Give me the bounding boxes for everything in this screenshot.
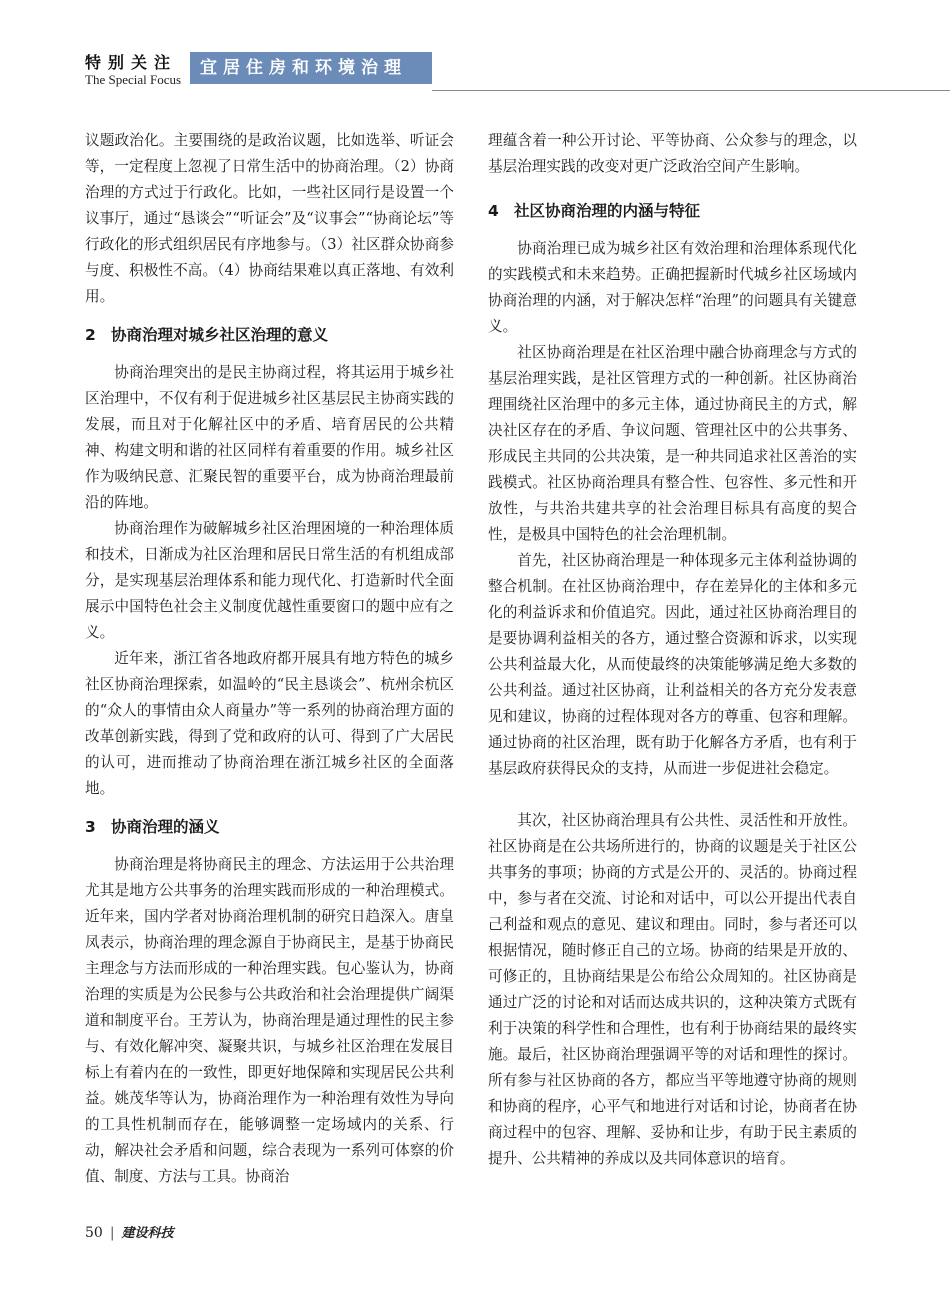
- page-number: 50: [85, 1225, 103, 1241]
- paragraph: 其次，社区协商治理具有公共性、灵活性和开放性。社区协商是在公共场所进行的，协商的议题是关于社区公共事务的事项；协商的方式是公开的、灵活的。协商过程中，参与者在交流、讨论和对话中，可以公开提出代表自己利益和观点的意见、建议和理由。同时，参与者还可以根据情况，随时修正自己的立场。协商的结果是开放的、可修正的，且协商结果是公布给公众周知的。社区协商是通过广泛的讨论和对话而达成共识的，这种决策方式既有利于决策的科学性和合理性，也有利于协商结果的最终实施。: [488, 812, 857, 1063]
- paragraph: 协商治理突出的是民主协商过程，将其运用于城乡社区治理中，不仅有利于促进城乡社区基层民主协商实践的发展，而且对于化解社区中的矛盾、培育居民的公共精神、构建文明和谐的社区同样有着重要的作用。城乡社区作为吸纳民意、汇聚民智的重要平台，成为协商治理最前沿的阵地。: [85, 364, 454, 511]
- page-header: [0, 0, 950, 100]
- paragraph: 最后，社区协商治理强调平等的对话和理性的探讨。所有参与社区协商的各方，都应当平等地遵守协商的规则和协商的程序，心平气和地进行对话和讨论，协商者在协商过程中的包容、理解、妥协和让步，有助于民主素质的提升、公共精神的养成以及共同体意识的培育。: [488, 1046, 857, 1167]
- heading-number: 4: [488, 202, 499, 220]
- section-title: 特别关注: [85, 53, 178, 72]
- section-heading-2: [85, 322, 454, 348]
- topic-banner: 宜居住房和环境治理: [190, 52, 432, 84]
- section-heading-4: [488, 198, 857, 224]
- heading-number: 2: [85, 326, 96, 344]
- section-heading-3: [85, 814, 454, 840]
- paragraph: 协商治理是将协商民主的理念、方法运用于公共治理尤其是地方公共事务的治理实践而形成的一种治理模式。近年来，国内学者对协商治理机制的研究日趋深入。唐皇凤表示，协商治理的理念源自于协商民主，是基于协商民主理念与方法而形成的一种治理实践。包心鉴认为，协商治理的实质是为公民参与公共政治和社会治理提供广阔渠道和制度平台。王芳认为，协商治理是通过理性的民主参与、有效化解冲突、凝聚共识，与城乡社区治理在发展目标上有着内在的一致性，即更好地保障和实现居民公共利益。姚茂华等认为，协商治理作为一种治理有效性为导向的工具性机制而存在，能够调整一定场域内的关系、行动，解决社会矛盾和问题，综合表现为一系列可体察的价值、制度、方法与工具。协商治: [85, 856, 454, 1185]
- left-column: [85, 128, 454, 1216]
- paragraph: 理蕴含着一种公开讨论、平等协商、公众参与的理念，以基层治理实践的改变对更广泛政治空间产生影响。: [488, 132, 857, 175]
- paragraph: 近年来，浙江省各地政府都开展具有地方特色的城乡社区协商治理探索，如温岭的“民主恳谈会”、杭州余杭区的“众人的事情由众人商量办”等一系列的协商治理方面的改革创新实践，得到了党和政府的认可、得到了广大居民的认可，进而推动了协商治理在浙江城乡社区的全面落地。: [85, 650, 454, 797]
- paragraph: 社区协商治理是在社区治理中融合协商理念与方式的基层治理实践，是社区管理方式的一种创新。社区协商治理围绕社区治理中的多元主体，通过协商民主的方式，解决社区存在的矛盾、争议问题、管理社区中的公共事务、形成民主共同的公共决策，是一种共同追求社区善治的实践模式。社区协商治理具有整合性、包容性、多元性和开放性，与共治共建共享的社会治理目标具有高度的契合性，是极具中国特色的社会治理机制。: [488, 344, 857, 543]
- paragraph: 议题政治化。主要围绕的是政治议题，比如选举、听证会等，一定程度上忽视了日常生活中的协商治理。（2）协商治理的方式过于行政化。比如，一些社区同行是设置一个议事厅，通过“恳谈会”“听证会”及“议事会”“协商论坛”等行政化的形式组织居民有序地参与。（3）社区群众协商参与度、积极性不高。（4）协商结果难以真正落地、有效利用。: [85, 132, 454, 305]
- heading-text: 协商治理的涵义: [111, 818, 220, 836]
- paragraph: 首先，社区协商治理是一种体现多元主体利益协调的整合机制。在社区协商治理中，存在差异化的主体和多元化的利益诉求和价值追究。因此，通过社区协商治理目的是要协调利益相关的各方，通过整合资源和诉求，以实现公共利益最大化，从而使最终的决策能够满足绝大多数的公共利益。通过社区协商，让利益相关的各方充分发表意见和建议，协商的过程体现对各方的尊重、包容和理解。通过协商的社区治理，既有助于化解各方矛盾，也有利于基层政府获得民众的支持，从而进一步促进社会稳定。: [488, 552, 857, 777]
- heading-text: 社区协商治理的内涵与特征: [514, 202, 701, 220]
- header-rule: [432, 90, 950, 91]
- heading-text: 协商治理对城乡社区治理的意义: [111, 326, 329, 344]
- section-title-english: The Special Focus: [85, 72, 182, 87]
- right-column: [488, 128, 857, 1172]
- heading-number: 3: [85, 818, 96, 836]
- journal-name: 建设科技: [121, 1226, 174, 1241]
- paragraph: 协商治理已成为城乡社区有效治理和治理体系现代化的实践模式和未来趋势。正确把握新时代城乡社区场域内协商治理的内涵，对于解决怎样“治理”的问题具有关键意义。: [488, 240, 857, 335]
- page-footer: [85, 1222, 174, 1241]
- paragraph: 协商治理作为破解城乡社区治理困境的一种治理体质和技术，日渐成为社区治理和居民日常生活的有机组成部分，是实现基层治理体系和能力现代化、打造新时代全面展示中国特色社会主义制度优越性重要窗口的题中应有之义。: [85, 520, 454, 641]
- footer-divider: |: [109, 1225, 115, 1241]
